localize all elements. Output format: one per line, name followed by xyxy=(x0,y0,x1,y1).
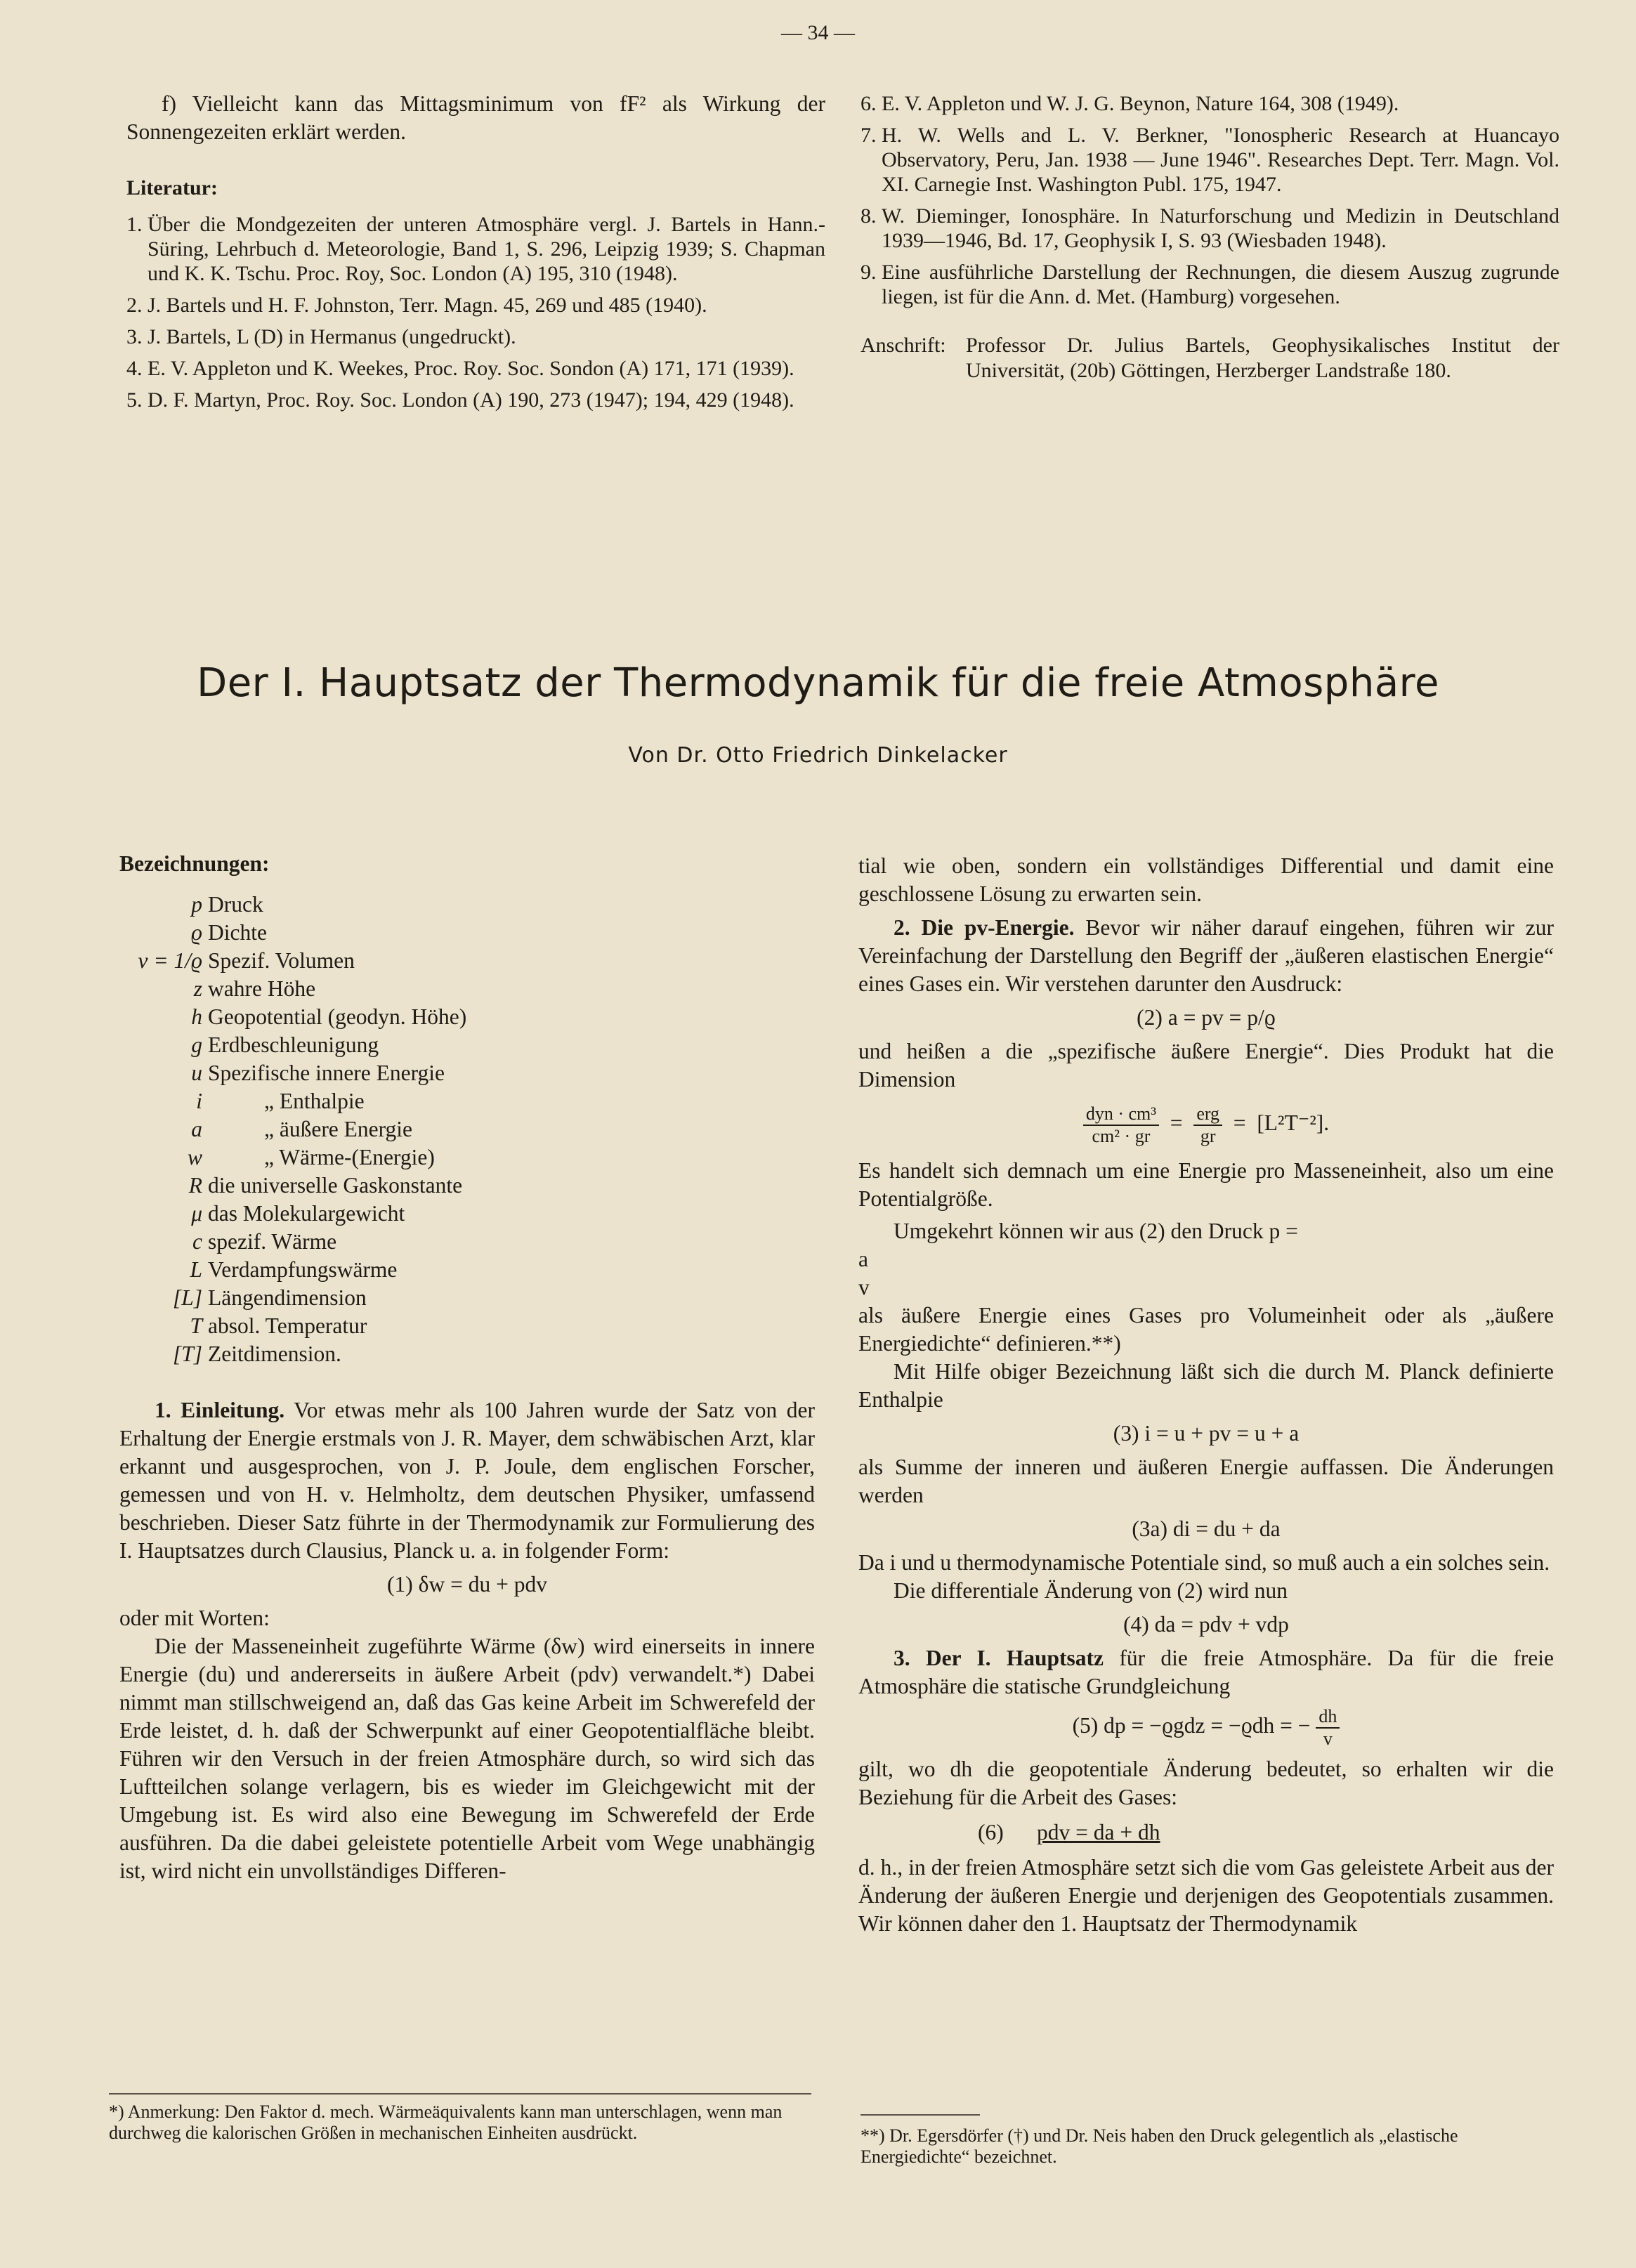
article-byline: Von Dr. Otto Friedrich Dinkelacker xyxy=(628,743,1008,768)
equation-3: (3) i = u + pv = u + a xyxy=(1113,1421,1300,1446)
equation-6 xyxy=(858,1818,1554,1847)
fraction-denominator: gr xyxy=(1200,1126,1216,1146)
fraction-numerator: erg xyxy=(1193,1103,1222,1126)
reference-item xyxy=(126,356,825,381)
notation-description: Zeitdimension. xyxy=(208,1342,341,1366)
notation-symbol: ϱ xyxy=(191,920,202,945)
equation-5 xyxy=(858,1706,1554,1750)
notation-description: Dichte xyxy=(208,920,267,945)
notation-symbol: L xyxy=(190,1257,202,1282)
notation-symbol: R xyxy=(188,1173,202,1198)
reference-text: Über die Mondgezeiten der unteren Atmosphäre vergl. J. Bartels in Hann.-Süring, Lehrbuch d. Meteorologie, Band 1, S. 296, Leipzig 1939; S. Chapman und K. K. Tschu. Proc. Roy, Soc. London (A) 195, 310 (1948). xyxy=(148,213,825,285)
previous-article-right-column xyxy=(860,91,1559,384)
notation-symbol: i xyxy=(196,1089,202,1113)
article-title: Der I. Hauptsatz der Thermodynamik für die freie Atmosphäre xyxy=(197,660,1439,706)
notation-heading: Bezeichnungen: xyxy=(119,851,270,876)
section-3-heading: 3. Der I. Hauptsatz xyxy=(894,1646,1104,1670)
fraction-numerator: dyn · cm³ xyxy=(1083,1103,1159,1126)
dimension-equation xyxy=(858,1103,1554,1147)
notation-symbol: T xyxy=(190,1313,202,1338)
author-address xyxy=(860,333,1559,384)
reference-item xyxy=(126,293,825,317)
reference-text: J. Bartels und H. F. Johnston, Terr. Magn. 45, 269 und 485 (1940). xyxy=(148,294,707,317)
notation-description: Längendimension xyxy=(208,1285,367,1310)
reference-number: 4. xyxy=(126,357,143,380)
reference-number: 5. xyxy=(126,388,143,412)
paragraph: Mit Hilfe obiger Bezeichnung läßt sich die durch M. Planck definierte Enthalpie xyxy=(858,1359,1554,1412)
equation-1: (1) δw = du + pdv xyxy=(387,1572,547,1597)
equation-3a: (3a) di = du + da xyxy=(1132,1516,1281,1541)
notation-item xyxy=(119,1115,815,1143)
notation-item xyxy=(119,919,815,947)
notation-description: Geopotential (geodyn. Höhe) xyxy=(208,1004,467,1029)
equation-5-text: (5) dp = −ϱgdz = −ϱdh = − xyxy=(1072,1713,1311,1738)
reference-text: Eine ausführliche Darstellung der Rechnungen, die diesem Auszug zugrunde liegen, ist für die Ann. d. Met. (Hamburg) vorgesehen. xyxy=(882,261,1559,308)
notation-description: absol. Temperatur xyxy=(208,1313,367,1338)
paragraph: und heißen a die „spezifische äußere Energie“. Dies Produkt hat die Dimension xyxy=(858,1039,1554,1092)
literature-heading: Literatur: xyxy=(126,176,218,199)
article-left-column xyxy=(119,850,815,1885)
notation-symbol: μ xyxy=(191,1201,202,1226)
reference-text: E. V. Appleton und W. J. G. Beynon, Nature 164, 308 (1949). xyxy=(882,92,1399,115)
notation-item xyxy=(119,1228,815,1256)
notation-symbol: v = 1/ϱ xyxy=(138,948,202,973)
reference-item xyxy=(860,204,1559,253)
footnote-right: **) Dr. Egersdörfer (†) und Dr. Neis haben den Druck gelegentlich als „elastische Energiedichte“ bezeichnet. xyxy=(860,2125,1458,2167)
notation-item xyxy=(119,1340,815,1368)
equals-sign: = xyxy=(1170,1110,1183,1136)
notation-symbol: a xyxy=(191,1117,202,1141)
fraction-numerator: a xyxy=(858,1247,868,1271)
section-3-paragraph xyxy=(858,1644,1554,1700)
footnote-rule xyxy=(860,2114,980,2116)
paragraph: Die differentiale Änderung von (2) wird nun xyxy=(894,1578,1288,1603)
equation-2: (2) a = pv = p/ϱ xyxy=(1137,1005,1276,1030)
fraction-denominator: v xyxy=(858,1275,870,1299)
reference-number: 9. xyxy=(860,261,877,284)
notation-symbol: h xyxy=(191,1004,202,1029)
section-2-heading: 2. Die pv-Energie. xyxy=(894,915,1075,940)
reference-item xyxy=(860,123,1559,197)
footnote-left: *) Anmerkung: Den Faktor d. mech. Wärmeäquivalents kann man unterschlagen, wenn man durchweg die kalorischen Größen in mechanischen Einheiten ausdrückt. xyxy=(109,2093,811,2144)
fraction-denominator: v xyxy=(1323,1729,1333,1749)
section-1-paragraph xyxy=(119,1396,815,1565)
article-right-column xyxy=(858,852,1554,1938)
notation-description: die universelle Gaskonstante xyxy=(208,1173,463,1198)
notation-description: Spezifische innere Energie xyxy=(208,1061,445,1085)
paragraph: d. h., in der freien Atmosphäre setzt sich die vom Gas geleistete Arbeit aus der Änderung der äußeren Energie und derjenigen des Geopotentials zusammen. Wir können daher den 1. Hauptsatz der Thermodynamik xyxy=(858,1855,1554,1936)
notation-item xyxy=(119,947,815,975)
notation-item xyxy=(119,1143,815,1172)
paragraph: Die der Masseneinheit zugeführte Wärme (δw) wird einerseits in innere Energie (du) und andererseits in äußere Arbeit (pdv) verwandelt.*) Dabei nimmt man stillschweigend an, daß das Gas keine Arbeit im Schwerefeld der Erde leistet, d. h. daß der Schwerpunkt auf einer Geopotentialfläche bleibt. Führen wir den Versuch in der freien Atmosphäre durch, so wird sich das Luftteilchen solange verlagern, bis es wieder im Gleichgewicht mit der Umgebung ist. Es wird also eine Bewegung im Schwerefeld der Erde ausführen. Da die dabei geleistete potentielle Arbeit vom Wege unabhängig ist, wird nicht ein unvollständiges Differen- xyxy=(119,1634,815,1883)
section-3-text: für die freie Atmosphäre. Da für die freie Atmosphäre die statische Grundgleichung xyxy=(858,1646,1554,1698)
section-1-heading: 1. Einleitung. xyxy=(155,1398,285,1422)
dimension-fraction-2 xyxy=(1193,1103,1222,1147)
reference-text: D. F. Martyn, Proc. Roy. Soc. London (A) 190, 273 (1947); 194, 429 (1948). xyxy=(148,388,794,412)
notation-item xyxy=(119,1087,815,1115)
reference-number: 2. xyxy=(126,294,143,317)
page-number: — 34 — xyxy=(781,21,855,44)
fraction-denominator: cm² · gr xyxy=(1092,1126,1151,1146)
notation-description: „ Wärme-(Energie) xyxy=(264,1145,435,1169)
section-2-paragraph xyxy=(858,914,1554,998)
notation-item xyxy=(119,1031,815,1059)
notation-item xyxy=(119,1200,815,1228)
notation-description: spezif. Wärme xyxy=(208,1229,337,1254)
notation-item xyxy=(119,891,815,919)
equals-sign: = xyxy=(1233,1110,1246,1136)
notation-description: „ äußere Energie xyxy=(264,1117,413,1141)
closing-remark: f) Vielleicht kann das Mittagsminimum von fF² als Wirkung der Sonnengezeiten erklärt werden. xyxy=(126,91,825,144)
notation-symbol: z xyxy=(193,976,202,1001)
notation-symbol: g xyxy=(191,1033,202,1057)
notation-description: Spezif. Volumen xyxy=(208,948,355,973)
notation-item xyxy=(119,1312,815,1340)
paragraph: als Summe der inneren und äußeren Energie auffassen. Die Änderungen werden xyxy=(858,1455,1554,1507)
reference-text: H. W. Wells and L. V. Berkner, "Ionospheric Research at Huancayo Observatory, Peru, Jan. 1938 — June 1946". Researches Dept. Terr. Magn. Vol. XI. Carnegie Inst. Washington Publ. 175, 1947. xyxy=(882,124,1559,196)
notation-symbol: u xyxy=(191,1061,202,1085)
paragraph: tial wie oben, sondern ein vollständiges Differential und damit eine geschlossene Lösung zu erwarten sein. xyxy=(858,853,1554,906)
reference-number: 1. xyxy=(126,213,143,236)
paragraph xyxy=(858,1217,1554,1245)
reference-number: 8. xyxy=(860,204,877,228)
notation-list xyxy=(119,891,815,1368)
notation-symbol: [L] xyxy=(172,1285,202,1310)
paragraph: oder mit Worten: xyxy=(119,1606,270,1630)
notation-symbol: [T] xyxy=(172,1342,202,1366)
notation-symbol: w xyxy=(187,1145,202,1169)
reference-item xyxy=(860,260,1559,309)
notation-description: das Molekulargewicht xyxy=(208,1201,405,1226)
section-1-text: Vor etwas mehr als 100 Jahren wurde der Satz von der Erhaltung der Energie erstmals von J. R. Mayer, dem schwäbischen Arzt, klar erkannt und ausgesprochen, von J. P. Joule, dem englischen Forscher, gemessen und von H. v. Helmholtz, dem deutschen Physiker, umfassend beschrieben. Dieser Satz führte in der Thermodynamik zur Formulierung des I. Hauptsatzes durch Clausius, Planck u. a. in folgender Form: xyxy=(119,1398,816,1563)
reference-number: 7. xyxy=(860,124,877,147)
previous-article-left-column xyxy=(126,90,825,419)
paragraph: Da i und u thermodynamische Potentiale sind, so muß auch a ein solches sein. xyxy=(858,1550,1550,1575)
equation-5-fraction xyxy=(1316,1706,1340,1750)
notation-item xyxy=(119,1003,815,1031)
equation-6-text: pdv = da + dh xyxy=(1036,1820,1160,1844)
dimension-result: [L²T⁻²]. xyxy=(1257,1110,1330,1136)
notation-item xyxy=(119,1284,815,1312)
reference-item xyxy=(860,91,1559,116)
reference-text: J. Bartels, L (D) in Hermanus (ungedruckt). xyxy=(148,325,516,348)
notation-item xyxy=(119,975,815,1003)
reference-item xyxy=(126,212,825,286)
equation-6-label: (6) xyxy=(978,1820,1004,1844)
text-span: als äußere Energie eines Gases pro Volumeinheit oder als „äußere Energiedichte“ definieren.**) xyxy=(858,1303,1554,1356)
paragraph: Es handelt sich demnach um eine Energie pro Masseneinheit, also um eine Potentialgröße. xyxy=(858,1158,1554,1211)
text-span: Umgekehrt können wir aus (2) den Druck p = xyxy=(894,1219,1298,1243)
fraction-numerator: dh xyxy=(1316,1706,1340,1729)
reference-item xyxy=(126,325,825,349)
notation-description: „ Enthalpie xyxy=(264,1089,365,1113)
notation-item xyxy=(119,1059,815,1087)
dimension-fraction-1 xyxy=(1083,1103,1159,1147)
reference-number: 3. xyxy=(126,325,143,348)
notation-item xyxy=(119,1256,815,1284)
notation-symbol: c xyxy=(192,1229,202,1254)
notation-description: Druck xyxy=(208,892,263,917)
notation-symbol: p xyxy=(191,892,202,917)
notation-description: wahre Höhe xyxy=(208,976,316,1001)
notation-description: Erdbeschleunigung xyxy=(208,1033,379,1057)
reference-text: E. V. Appleton und K. Weekes, Proc. Roy. Soc. Sondon (A) 171, 171 (1939). xyxy=(148,357,794,380)
notation-description: Verdampfungswärme xyxy=(208,1257,398,1282)
address-text: Professor Dr. Julius Bartels, Geophysikalisches Institut der Universität, (20b) Göttingen, Herzberger Landstraße 180. xyxy=(966,334,1559,382)
equation-4: (4) da = pdv + vdp xyxy=(1123,1612,1289,1637)
notation-item xyxy=(119,1172,815,1200)
address-label: Anschrift: xyxy=(860,334,946,357)
reference-item xyxy=(126,388,825,412)
reference-text: W. Dieminger, Ionosphäre. In Naturforschung und Medizin in Deutschland 1939—1946, Bd. 17, Geophysik I, S. 93 (Wiesbaden 1948). xyxy=(882,204,1559,252)
reference-number: 6. xyxy=(860,92,877,115)
paragraph: gilt, wo dh die geopotentiale Änderung bedeutet, so erhalten wir die Beziehung für die Arbeit des Gases: xyxy=(858,1757,1554,1809)
section-2-text: Bevor wir näher darauf eingehen, führen wir zur Vereinfachung der Darstellung den Begriff der „äußeren elastischen Energie“ eines Gases ein. Wir verstehen darunter den Ausdruck: xyxy=(858,915,1555,996)
